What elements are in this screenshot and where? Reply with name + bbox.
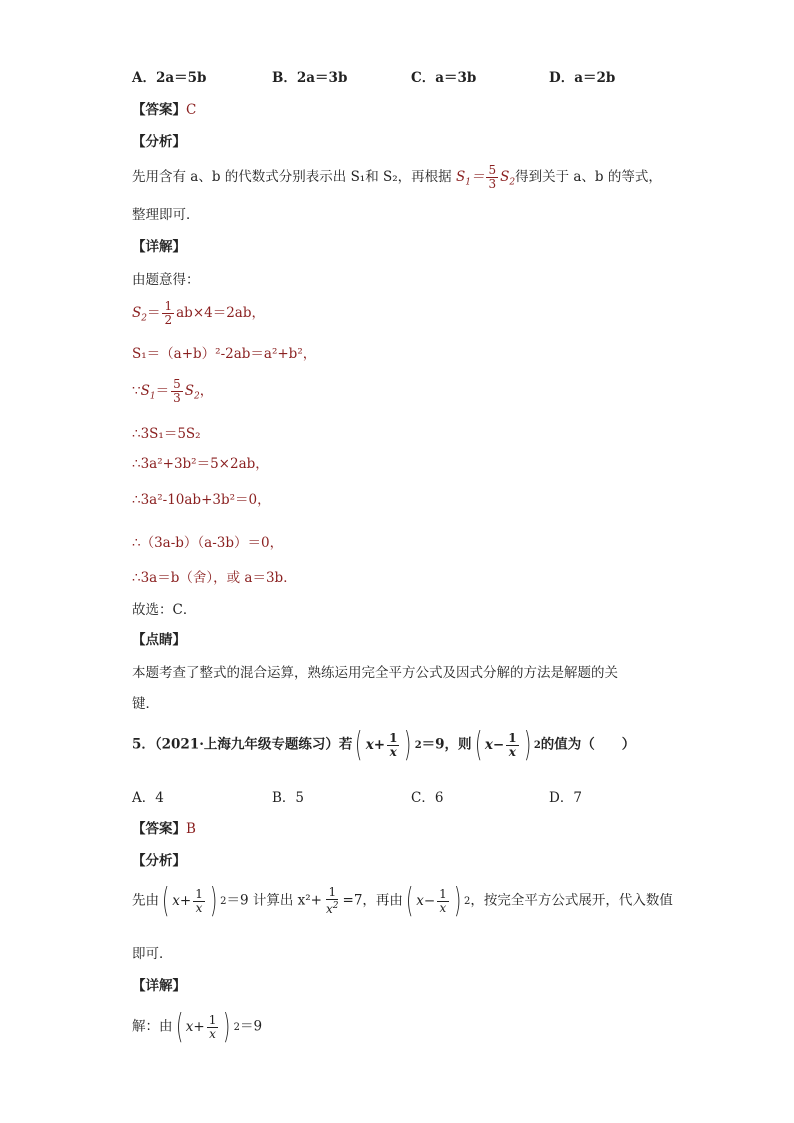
answer-label: 【答案】 <box>132 821 186 837</box>
question-5-mid: ＝9，则 <box>421 736 472 753</box>
detail-line-4: $\because S_1=$ $\frac{5}{3}$ $S_2$， <box>132 377 214 405</box>
question-5-tail: 的值为（ ） <box>540 736 636 753</box>
detail-line-6: ∴3a²+3b²＝5×2ab， <box>132 456 269 472</box>
text: ，按完全平方公式展开，代入数值 <box>470 892 673 909</box>
answer-value: C <box>186 102 197 118</box>
comment-line-2: 键． <box>132 696 159 712</box>
analysis-line-1: 先用含有 a、b 的代数式分别表示出 S₁和 S₂，再根据 $S_1=$ $\frac{5}{3}$ $S_2$得到关于 a、b 的等式， <box>132 163 662 191</box>
q5-option-c[interactable]: C．6 <box>411 790 444 806</box>
analysis-line-2: 整理即可． <box>132 207 200 223</box>
q5-answer-line <box>132 817 196 837</box>
detail-line-2: $S_2=$ $\frac{1}{2}$ ab×4＝2ab， <box>132 299 265 327</box>
text: 解：由 <box>132 1018 173 1035</box>
q5-analysis-line-2: 即可． <box>132 946 173 962</box>
answer-value: B <box>186 821 196 837</box>
answer-label: 【答案】 <box>132 102 186 118</box>
fraction: $\frac{5}{3}$ <box>488 163 497 191</box>
question-5-head: 5．（2021·上海九年级专题练习）若 <box>132 736 353 753</box>
q5-option-b[interactable]: B．5 <box>272 790 305 806</box>
q5-option-a[interactable]: A．4 <box>132 790 164 806</box>
q5-option-d[interactable]: D．7 <box>549 790 582 806</box>
option-c[interactable]: C．a＝3b <box>411 70 477 86</box>
answer-line <box>132 98 196 118</box>
comment-label: 【点睛】 <box>132 632 186 648</box>
detail-line-1: 由题意得： <box>132 272 200 288</box>
option-d[interactable]: D．a＝2b <box>549 70 616 86</box>
q5-analysis-line-1: 先由 ( x + $\frac{1}{x}$ ) 2 ＝9 计算出 x²+ $\frac{1}{x^2}$ =7，再由 ( x − $\frac{1}{x}$ ) 2 ，按完全平方公式展开，代入数值 <box>132 881 673 921</box>
analysis-text-2: 得到关于 a、b 的等式， <box>515 169 662 185</box>
analysis-label: 【分析】 <box>132 134 186 150</box>
comment-line-1: 本题考查了整式的混合运算，熟练运用完全平方公式及因式分解的方法是解题的关 <box>132 665 618 681</box>
detail-line-7: ∴3a²-10ab+3b²＝0， <box>132 492 271 508</box>
fraction: $\frac{1}{2}$ <box>164 299 173 327</box>
detail-line-9: ∴3a＝b（舍），或 a＝3b． <box>132 570 297 586</box>
detail-label: 【详解】 <box>132 239 186 255</box>
detail-line-3: S₁＝（a+b）²-2ab＝a²+b²， <box>132 346 317 362</box>
q5-detail-label: 【详解】 <box>132 978 186 994</box>
text: ＝9 计算出 x²+ <box>226 892 322 909</box>
detail-text: ab×4＝2ab， <box>176 305 265 321</box>
detail-line-10: 故选：C． <box>132 602 197 618</box>
detail-line-5: ∴3S₁＝5S₂ <box>132 426 201 442</box>
option-b[interactable]: B．2a＝3b <box>272 70 348 86</box>
fraction: $\frac{5}{3}$ <box>173 377 181 405</box>
text: =7，再由 <box>342 892 403 909</box>
question-5: 5．（2021·上海九年级专题练习）若 ( x + $\frac{1}{x}$ ) 2 ＝9，则 ( x − $\frac{1}{x}$ ) 2 的值为（ ） <box>132 725 636 765</box>
q5-analysis-label: 【分析】 <box>132 853 186 869</box>
detail-line-8: ∴（3a-b）（a-3b）＝0， <box>132 535 284 551</box>
q5-detail-line-1: 解：由 ( x + $\frac{1}{x}$ ) 2 ＝9 <box>132 1007 263 1047</box>
option-a[interactable]: A．2a＝5b <box>132 70 207 86</box>
analysis-text: 先用含有 a、b 的代数式分别表示出 S₁和 S₂，再根据 <box>132 169 452 185</box>
text: ＝9 <box>239 1018 263 1035</box>
text: 先由 <box>132 892 159 909</box>
